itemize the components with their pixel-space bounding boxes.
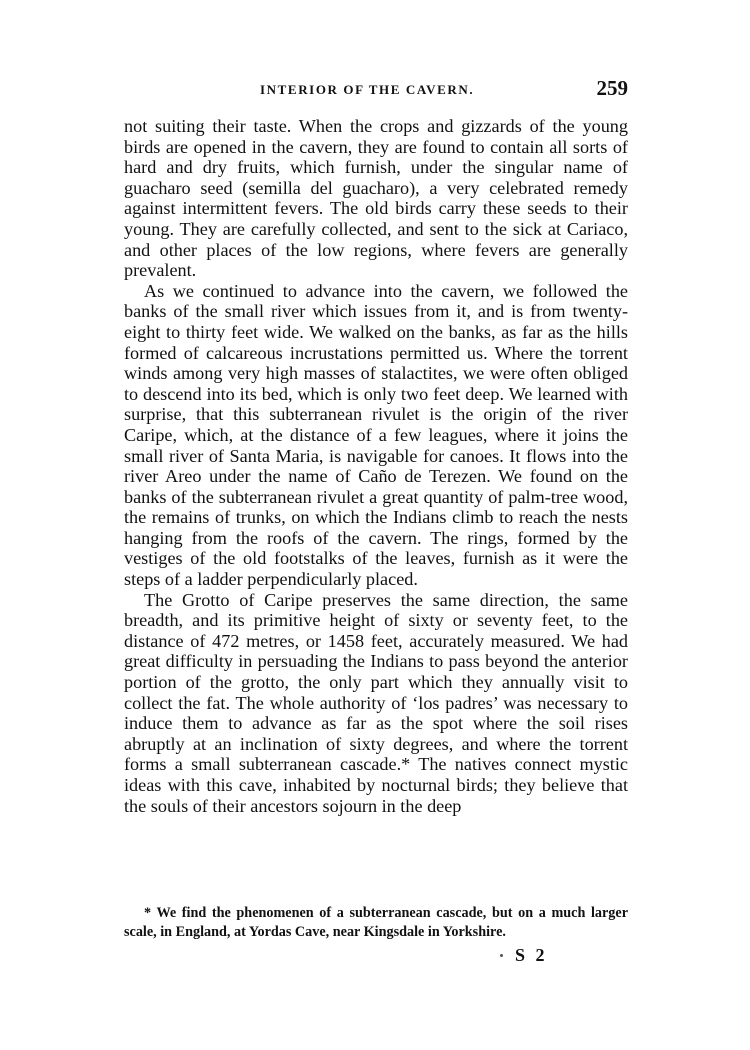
signature-mark: S 2 — [515, 945, 548, 965]
running-title: INTERIOR OF THE CAVERN. — [260, 82, 475, 97]
paragraph-river: As we continued to advance into the cavern, we followed the banks of the small river which issues from it, and is from twenty-eight to thirty feet wide. We walked on the banks, as far as the hills formed of calcareous incrustations permitted us. Where the torrent winds among very high masses of stalactites, we were often obliged to descend into its bed, which is only two feet deep. We learned with surprise, that this subterranean rivulet is the origin of the river Caripe, which, at the distance of a few leagues, where it joins the small river of Santa Maria, is navigable for canoes. It flows into the river Areo under the name of Caño de Terezen. We found on the banks of the subterranean rivulet a great quantity of palm-tree wood, the remains of trunks, on which the Indians climb to reach the nests hanging from the roofs of the cavern. The rings, formed by the vestiges of the old footstalks of the leaves, furnish as it were the steps of a ladder perpendicularly placed. — [124, 280, 628, 590]
footnote-text: * We find the phenomenen of a subterranean cascade, but on a much larger scale, in England, at Yordas Cave, near Kingsdale in Yorkshire. — [124, 905, 628, 940]
paragraph-grotto: The Grotto of Caripe preserves the same direction, the same breadth, and its primitive height of sixty or seventy feet, to the distance of 472 metres, or 1458 feet, accurately measured. We had great difficulty in persuading the Indians to pass beyond the anterior portion of the grotto, the only part which they annually visit to collect the fat. The whole authority of ‘los padres’ was necessary to induce them to advance as far as the spot where the soil rises abruptly at an inclination of sixty degrees, and where the torrent forms a small subterranean cascade.* The natives connect mystic ideas with this cave, inhabited by nocturnal birds; they believe that the souls of their ancestors sojourn in the deep — [124, 589, 628, 816]
paragraph-continued: not suiting their taste. When the crops and gizzards of the young birds are opened in the cavern, they are found to contain all sorts of hard and dry fruits, which furnish, under the singular name of guacharo seed (semilla del guacharo), a very celebrated remedy against intermittent fevers. The old birds carry these seeds to their young. They are carefully collected, and sent to the sick at Cariaco, and other places of the low regions, where fevers are generally prevalent. — [124, 116, 628, 281]
printer-dot — [500, 954, 503, 957]
footnote — [124, 904, 628, 942]
body-text — [124, 116, 628, 816]
running-head — [124, 78, 628, 102]
page-number: 259 — [596, 76, 628, 100]
